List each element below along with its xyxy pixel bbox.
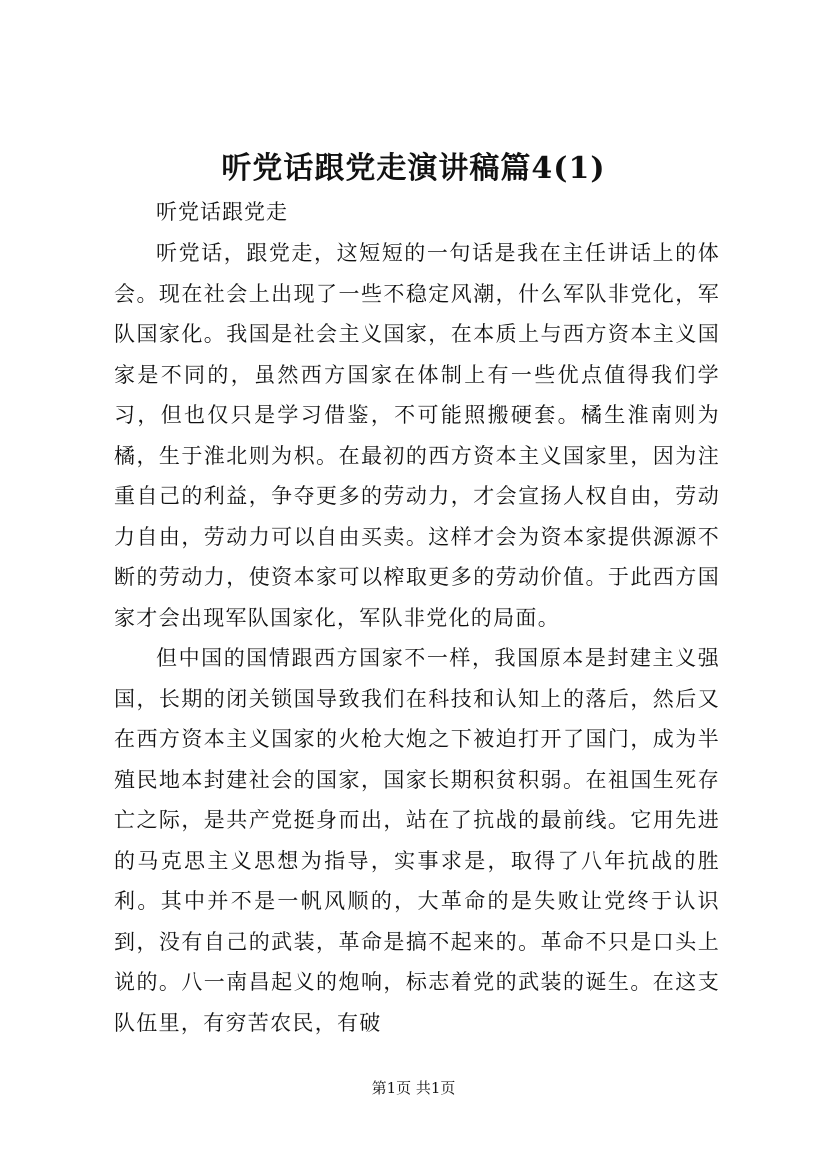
document-title: 听党话跟党走演讲稿篇4(1) — [221, 151, 606, 186]
page-footer: 第1页 共1页 — [371, 1079, 456, 1097]
document-subtitle: 听党话跟党走 — [156, 200, 288, 224]
document-body — [114, 233, 720, 1043]
paragraph: 听党话，跟党走，这短短的一句话是我在主任讲话上的体会。现在社会上出现了一些不稳定风潮，什么军队非党化，军队国家化。我国是社会主义国家，在本质上与西方资本主义国家是不同的，虽然西方国家在体制上有一些优点值得我们学习，但也仅只是学习借鉴，不可能照搬硬套。橘生淮南则为橘，生于淮北则为枳。在最初的西方资本主义国家里，因为注重自己的利益，争夺更多的劳动力，才会宣扬人权自由，劳动力自由，劳动力可以自由买卖。这样才会为资本家提供源源不断的劳动力，使资本家可以榨取更多的劳动价值。于此西方国家才会出现军队国家化，军队非党化的局面。 — [114, 241, 720, 630]
paragraph: 但中国的国情跟西方国家不一样，我国原本是封建主义强国，长期的闭关锁国导致我们在科技和认知上的落后，然后又在西方资本主义国家的火枪大炮之下被迫打开了国门，成为半殖民地本封建社会的国家，国家长期积贫积弱。在祖国生死存亡之际，是共产党挺身而出，站在了抗战的最前线。它用先进的马克思主义思想为指导，实事求是，取得了八年抗战的胜利。其中并不是一帆风顺的，大革命的是失败让党终于认识到，没有自己的武装，革命是搞不起来的。革命不只是口头上说的。八一南昌起义的炮响，标志着党的武装的诞生。在这支队伍里，有穷苦农民，有破 — [114, 646, 720, 1035]
